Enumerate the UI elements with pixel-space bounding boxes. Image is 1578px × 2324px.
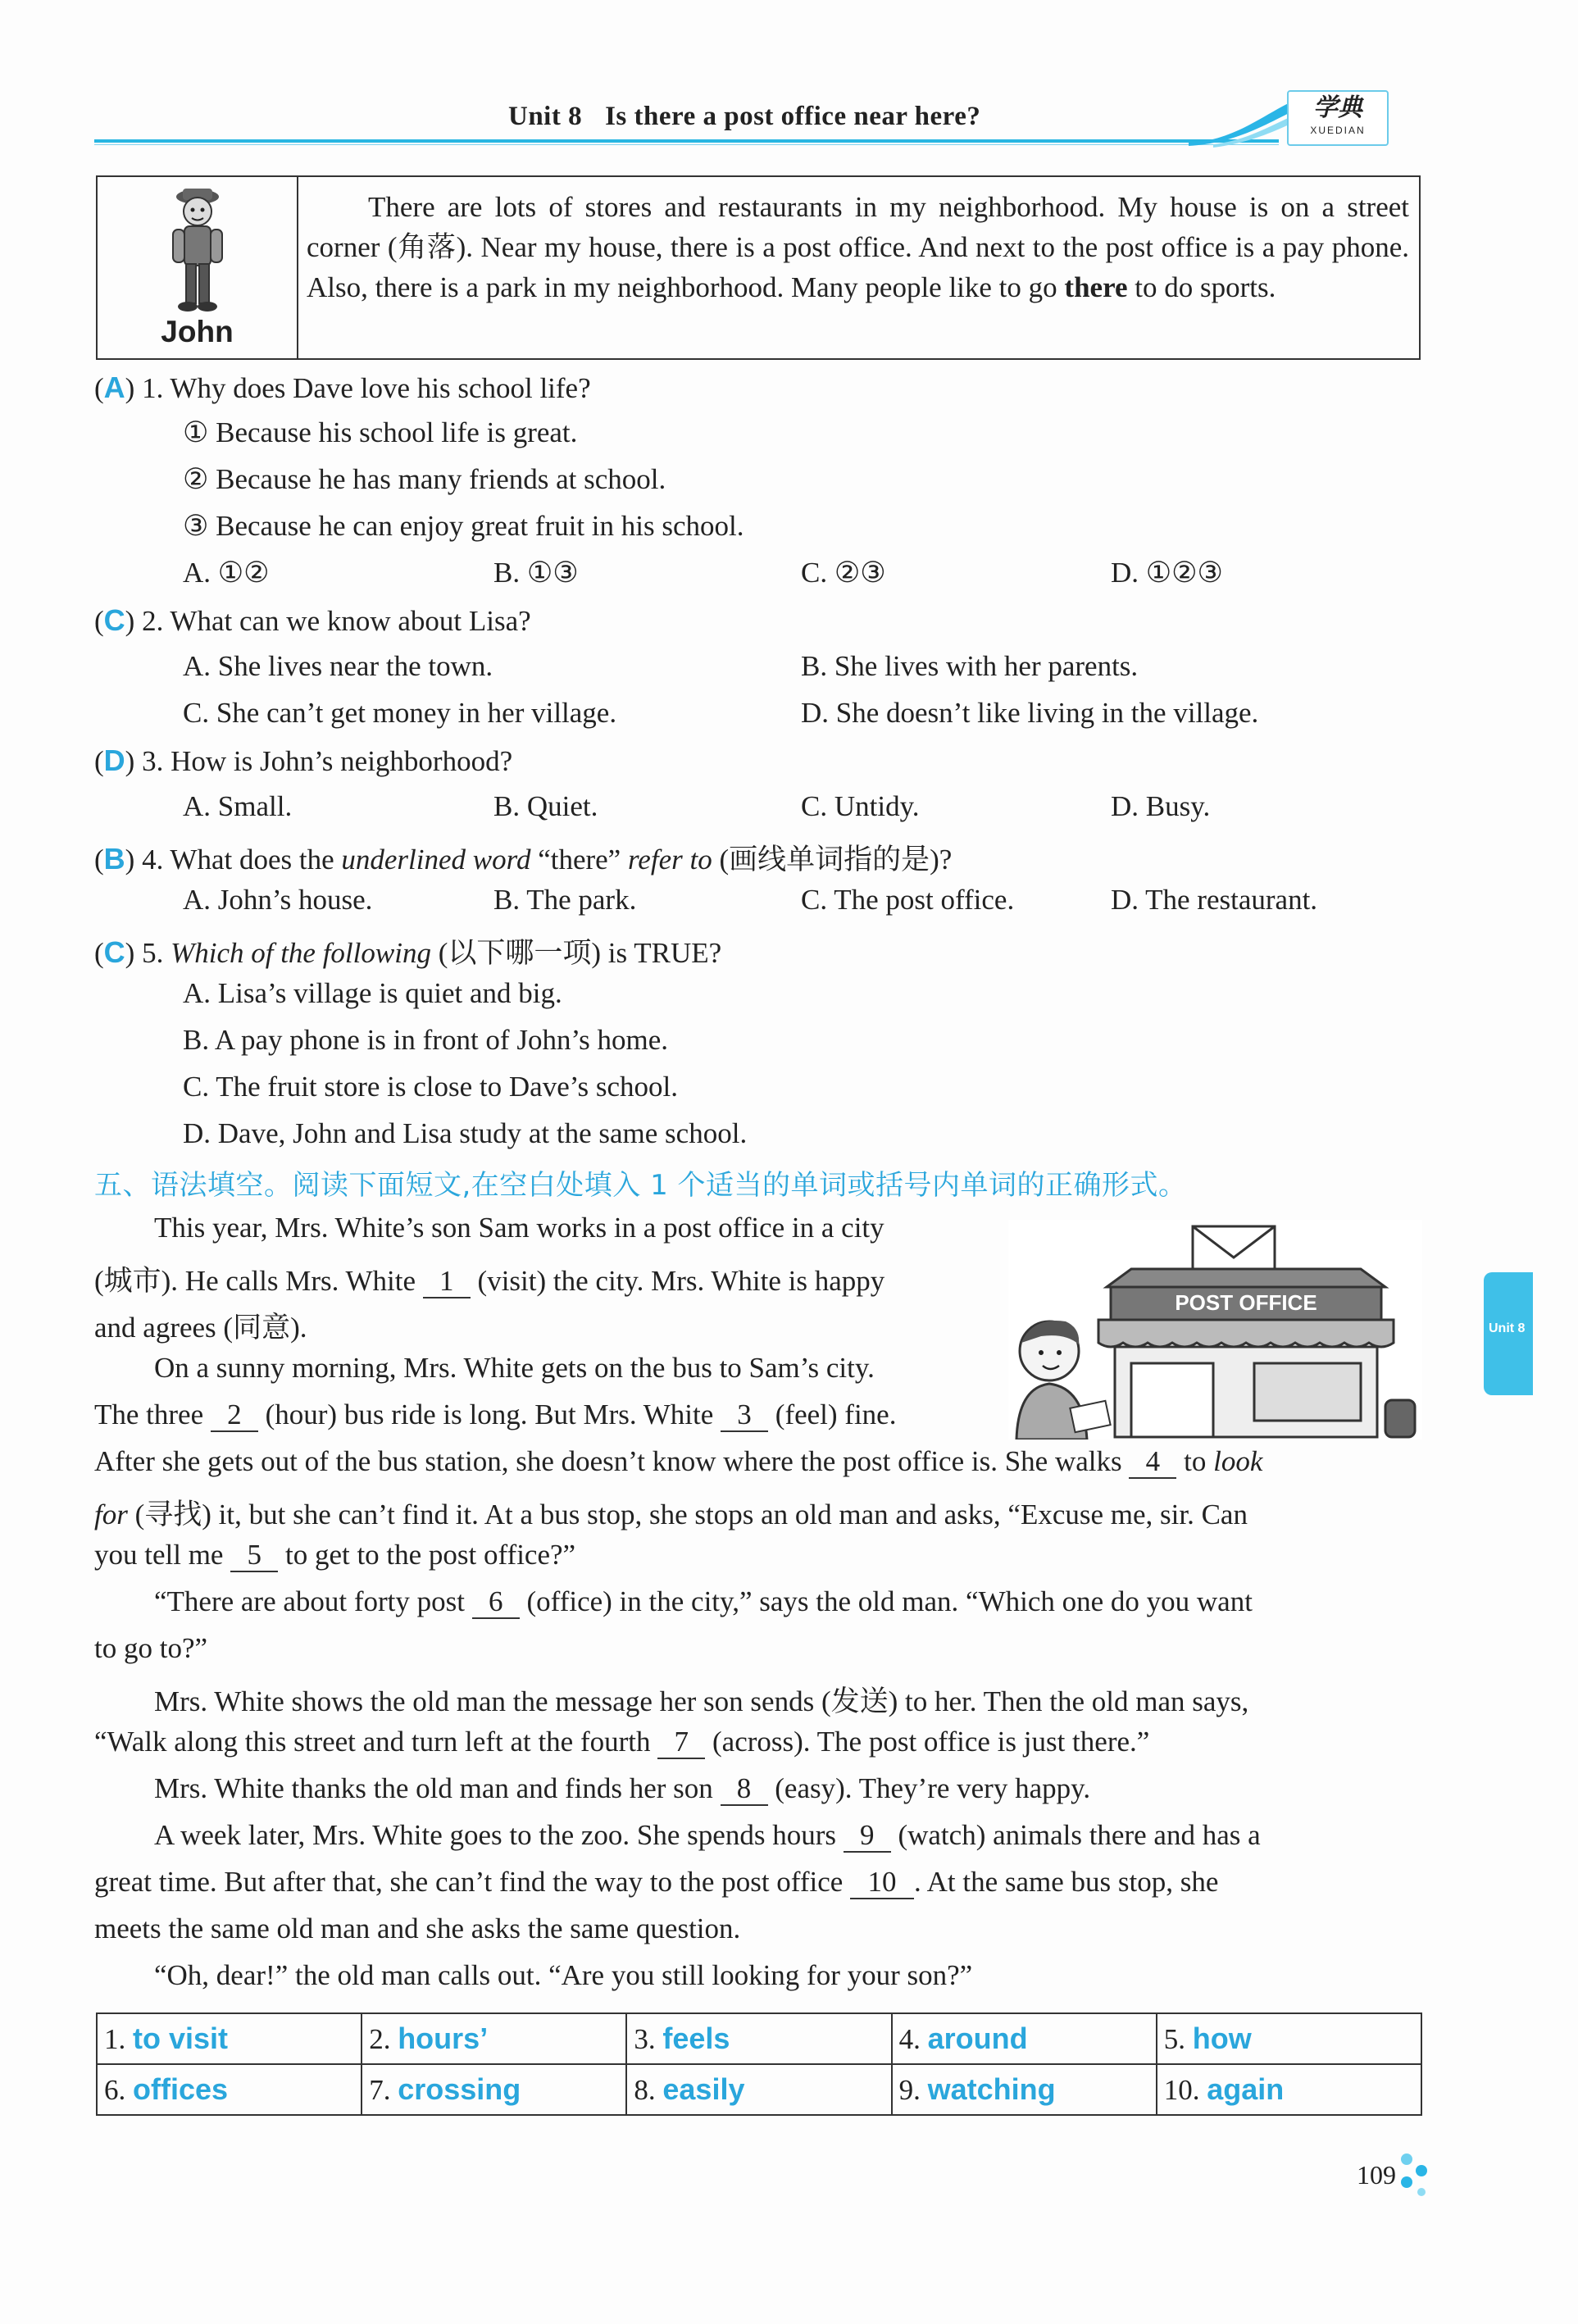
- passage-line-15: [94, 1866, 1218, 1899]
- answer-num: 7.: [369, 2074, 391, 2106]
- answer-num: 10.: [1163, 2074, 1200, 2106]
- answer-num: 4.: [898, 2023, 921, 2055]
- question-3-stem: 3. How is John’s neighborhood?: [142, 745, 513, 777]
- blank-8: 8: [721, 1773, 768, 1806]
- q1-item-1: ① Because his school life is great.: [183, 416, 578, 448]
- passage-text: (easy). They’re very happy.: [767, 1772, 1091, 1804]
- q1-item-3: ③ Because he can enjoy great fruit in his school.: [183, 510, 744, 542]
- answer-num: 6.: [104, 2074, 126, 2106]
- answer-cell-9: [892, 2064, 1157, 2115]
- question-1: (A) 1. Why does Dave love his school life?: [94, 371, 591, 404]
- passage-line-16: meets the same old man and she asks the same question.: [94, 1912, 741, 1944]
- answer-word: easily: [662, 2072, 745, 2106]
- q1-option-c: C. ②③: [801, 557, 886, 589]
- q4-option-b: B. The park.: [493, 884, 637, 916]
- answer-num: 8.: [634, 2074, 656, 2106]
- q4-stem-b: “there”: [530, 844, 628, 875]
- passage-text: (hour) bus ride is long. But Mrs. White: [257, 1398, 721, 1430]
- passage-line-6: [94, 1445, 1262, 1479]
- q1-option-b: B. ①③: [493, 557, 579, 589]
- answer-word: around: [927, 2022, 1028, 2055]
- q2-option-b: B. She lives with her parents.: [801, 650, 1139, 682]
- answer-cell-4: [892, 2013, 1157, 2064]
- john-text-part1: There are lots of stores and restaurants in my neighborhood. My house is on a street corner (角落). Near my house, there is a post office. And next to the post office is a pay phone. Also, there is a park in my neighborhood. Many people like to go: [307, 191, 1409, 303]
- answer-word: watching: [927, 2072, 1056, 2106]
- answer-num: 3.: [634, 2023, 656, 2055]
- q4-option-d: D. The restaurant.: [1111, 884, 1318, 916]
- passage-line-11: Mrs. White shows the old man the message her son sends (发送) to her. Then the old man says,: [154, 1685, 1249, 1717]
- passage-line-2: [94, 1258, 884, 1299]
- header-rule: [94, 139, 1279, 143]
- q5-option-b: B. A pay phone is in front of John’s home.: [183, 1024, 669, 1056]
- passage-line-3: and agrees (同意).: [94, 1312, 307, 1344]
- answer-num: 2.: [369, 2023, 391, 2055]
- q2-option-c: C. She can’t get money in her village.: [183, 697, 617, 729]
- passage-text: (visit) the city. Mrs. White is happy: [470, 1265, 885, 1297]
- john-passage-box: [96, 175, 1421, 360]
- q2-option-a: A. She lives near the town.: [183, 650, 493, 682]
- answer-word: offices: [133, 2072, 229, 2106]
- answer-table: [96, 2012, 1422, 2116]
- table-row: [97, 2064, 1421, 2115]
- q5-stem-b: (以下哪一项) is TRUE?: [430, 937, 722, 969]
- passage-text: (城市). He calls Mrs. White: [94, 1265, 423, 1297]
- passage-text: (寻找) it, but she can’t find it. At a bus stop, she stops an old man and asks, “Excuse me, sir. Can: [127, 1499, 1248, 1530]
- blank-2: 2: [211, 1399, 258, 1432]
- table-row: [97, 2013, 1421, 2064]
- boy-figure-icon: [163, 185, 233, 316]
- passage-text: Mrs. White thanks the old man and finds her son: [154, 1772, 721, 1804]
- passage-text: to: [1176, 1445, 1214, 1477]
- q4-stem-a: 4. What does the: [142, 844, 342, 875]
- answer-4: B: [103, 842, 125, 875]
- post-office-illustration: [1008, 1220, 1422, 1439]
- passage-text: look: [1213, 1445, 1263, 1477]
- answer-3: D: [103, 744, 125, 777]
- answer-1: A: [103, 371, 125, 404]
- q4-option-a: A. John’s house.: [183, 884, 373, 916]
- unit-side-tab: [1484, 1272, 1533, 1395]
- q1-option-a: A. ①②: [183, 557, 270, 589]
- answer-cell-6: [97, 2064, 362, 2115]
- q4-stem-italic1: underlined word: [341, 844, 531, 875]
- blank-5: 5: [230, 1539, 278, 1572]
- passage-text: After she gets out of the bus station, she doesn’t know where the post office is. She walks: [94, 1445, 1130, 1477]
- john-portrait-cell: [98, 177, 298, 358]
- question-1-stem: 1. Why does Dave love his school life?: [142, 372, 591, 404]
- answer-cell-3: [626, 2013, 891, 2064]
- passage-line-7: [94, 1492, 1248, 1533]
- passage-text: (across). The post office is just there.”: [705, 1726, 1150, 1758]
- side-tab-label: Unit 8: [1489, 1321, 1526, 1335]
- q3-option-c: C. Untidy.: [801, 790, 920, 822]
- blank-3: 3: [721, 1399, 768, 1432]
- passage-text: The three: [94, 1398, 211, 1430]
- passage-text: “Walk along this street and turn left at the fourth: [94, 1726, 658, 1758]
- answer-word: how: [1192, 2022, 1252, 2055]
- decorative-dots-icon: [1394, 2148, 1435, 2197]
- q5-stem-italic: Which of the following: [171, 937, 431, 969]
- john-passage-text: [307, 187, 1409, 307]
- passage-text: (feel) fine.: [768, 1398, 897, 1430]
- q3-option-b: B. Quiet.: [493, 790, 598, 822]
- answer-word: feels: [662, 2022, 730, 2055]
- john-there-word: there: [1064, 271, 1128, 303]
- post-office-sign: POST OFFICE: [1175, 1290, 1317, 1315]
- q4-stem-italic2: refer to: [627, 844, 712, 875]
- q3-option-a: A. Small.: [183, 790, 293, 822]
- blank-10: 10: [850, 1867, 914, 1899]
- q5-option-c: C. The fruit store is close to Dave’s school.: [183, 1071, 678, 1103]
- question-3: (D) 3. How is John’s neighborhood?: [94, 744, 513, 777]
- answer-cell-5: [1157, 2013, 1421, 2064]
- passage-text: to get to the post office?”: [278, 1539, 576, 1571]
- page-header: [94, 89, 1422, 146]
- passage-line-14: [154, 1819, 1261, 1853]
- q1-item-2: ② Because he has many friends at school.: [183, 463, 666, 495]
- answer-num: 5.: [1163, 2023, 1185, 2055]
- answer-cell-8: [626, 2064, 891, 2115]
- blank-7: 7: [657, 1726, 705, 1759]
- passage-line-17: “Oh, dear!” the old man calls out. “Are you still looking for your son?”: [154, 1959, 973, 1991]
- answer-cell-7: [362, 2064, 626, 2115]
- passage-text: . At the same bus stop, she: [914, 1866, 1219, 1898]
- blank-9: 9: [844, 1820, 891, 1853]
- unit-title: Is there a post office near here?: [605, 102, 981, 131]
- passage-line-5: [94, 1398, 896, 1432]
- passage-line-13: [154, 1772, 1090, 1806]
- passage-text: A week later, Mrs. White goes to the zoo. She spends hours: [154, 1819, 844, 1851]
- answer-cell-2: [362, 2013, 626, 2064]
- passage-line-4: On a sunny morning, Mrs. White gets on the bus to Sam’s city.: [154, 1352, 875, 1384]
- brand-logo: [1287, 90, 1389, 146]
- answer-word: to visit: [133, 2022, 229, 2055]
- q5-stem-a: 5.: [142, 937, 171, 969]
- john-name-label: John: [161, 315, 234, 348]
- john-text-part2: to do sports.: [1127, 271, 1276, 303]
- blank-4: 4: [1129, 1446, 1176, 1479]
- passage-text: great time. But after that, she can’t find the way to the post office: [94, 1866, 851, 1898]
- q5-option-a: A. Lisa’s village is quiet and big.: [183, 977, 562, 1009]
- unit-label: Unit 8: [508, 102, 583, 131]
- answer-2: C: [103, 603, 125, 637]
- passage-text: (office) in the city,” says the old man. “Which one do you want: [519, 1585, 1253, 1617]
- blank-1: 1: [423, 1266, 471, 1298]
- q4-stem-c: (画线单词指的是)?: [712, 844, 953, 875]
- answer-num: 1.: [104, 2023, 126, 2055]
- q3-option-d: D. Busy.: [1111, 790, 1211, 822]
- q1-option-d: D. ①②③: [1111, 557, 1223, 589]
- answer-5: C: [103, 935, 125, 969]
- passage-text: for: [94, 1499, 128, 1530]
- q4-option-c: C. The post office.: [801, 884, 1015, 916]
- answer-word: again: [1207, 2072, 1285, 2106]
- question-2: (C) 2. What can we know about Lisa?: [94, 603, 531, 637]
- passage-text: you tell me: [94, 1539, 231, 1571]
- q2-option-d: D. She doesn’t like living in the village.: [801, 697, 1259, 729]
- passage-line-1: This year, Mrs. White’s son Sam works in a post office in a city: [154, 1212, 884, 1244]
- question-5: (C) 5. Which of the following (以下哪一项) is TRUE?: [94, 935, 722, 969]
- section-5-title: 五、语法填空。阅读下面短文,在空白处填入 1 个适当的单词或括号内单词的正确形式。: [94, 1169, 1187, 1202]
- blank-6: 6: [472, 1586, 520, 1619]
- answer-num: 9.: [898, 2074, 921, 2106]
- passage-line-12: [94, 1726, 1149, 1759]
- answer-cell-10: [1157, 2064, 1421, 2115]
- passage-line-9: [154, 1585, 1253, 1619]
- brand-cn: 学典: [1313, 93, 1362, 122]
- q5-option-d: D. Dave, John and Lisa study at the same school.: [183, 1117, 748, 1149]
- answer-word: hours’: [398, 2022, 489, 2055]
- question-4: (B) 4. What does the underlined word “there” refer to (画线单词指的是)?: [94, 842, 953, 875]
- answer-word: crossing: [398, 2072, 521, 2106]
- question-2-stem: 2. What can we know about Lisa?: [142, 605, 531, 637]
- header-rule-thin: [94, 144, 1279, 145]
- passage-text: “There are about forty post: [154, 1585, 472, 1617]
- header-title: [508, 102, 980, 132]
- passage-line-8: [94, 1539, 575, 1572]
- passage-text: (watch) animals there and has a: [890, 1819, 1261, 1851]
- page-number: 109: [1357, 2160, 1396, 2190]
- passage-line-10: to go to?”: [94, 1632, 208, 1664]
- brand-en: XUEDIAN: [1310, 125, 1366, 136]
- answer-cell-1: [97, 2013, 362, 2064]
